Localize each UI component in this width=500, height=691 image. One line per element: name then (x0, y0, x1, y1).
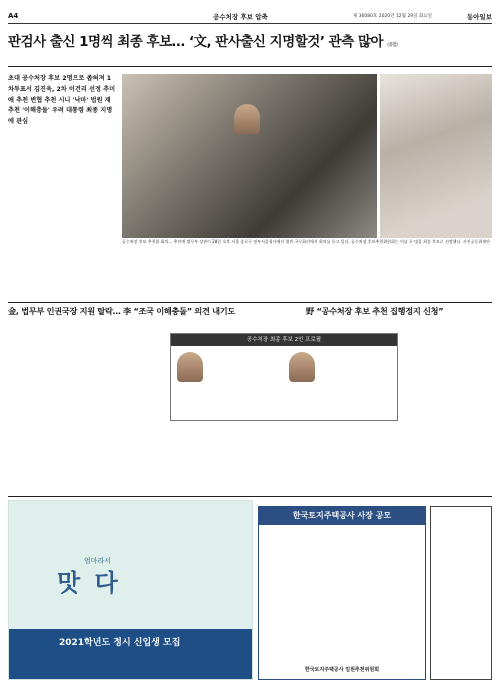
subhead-right: 野 “공수처장 후보 추천 집행정지 신청” (306, 306, 444, 316)
ad-footer (9, 629, 252, 679)
page-number: A4 (8, 12, 19, 20)
body-text-right (404, 333, 492, 491)
ad-main-text: 2021학년도 정시 신입생 모집 (59, 638, 181, 648)
candidate-photo-2 (289, 352, 315, 382)
ad-big-text: 맛 다 (57, 568, 121, 597)
ad-rule (8, 496, 492, 497)
ad-small-text: 엄마라서 (84, 557, 112, 565)
body-text-left (8, 333, 166, 491)
profile-box (170, 333, 398, 421)
body-text-mid1 (170, 425, 282, 491)
section-title: 공수처장 후보 압축 (213, 13, 268, 21)
photo-caption: 공수처장 후보 추천위 회의… 추미애 법무부 장관이 28일 오후 서울 종로구 정부서울청사에서 열린 국무회의에서 회의를 듣고 있다. 공수처장 후보추천위원회는 이날 두 명을 최종 후보로 선정했다. 사진공동취재단 (122, 239, 490, 244)
lh-ad-body (265, 531, 419, 651)
body-text-col2 (122, 260, 240, 300)
side-ad (430, 506, 492, 680)
profile-box-title: 공수처장 최종 후보 2인 프로필 (171, 334, 397, 346)
person-figure (234, 104, 260, 134)
news-photo-main (122, 74, 377, 238)
newspaper-name: 동아일보 (466, 13, 492, 21)
body-text-mid2 (286, 425, 398, 491)
university-ad (8, 500, 253, 680)
headline-rule (8, 66, 492, 67)
main-headline (8, 30, 492, 50)
body-text-col4 (370, 260, 492, 300)
body-text-col1 (8, 158, 116, 298)
page-header (8, 10, 492, 24)
lede-summary: 초대 공수처장 후보 2명으로 좁혀져 1차투표서 김진욱, 2차 이건리 선정 추미애 추천 변협 추천 시니 '낙마' 법원 재추천 '이해충돌' 우려 대통령 최종 지명에 관심 (8, 75, 116, 126)
lh-ad-footer: 한국토지주택공사 임원추천위원회 (304, 667, 380, 673)
section-rule (8, 302, 492, 303)
subhead-left: 金, 법무부 인권국장 지원 탈락… 李 “조국 이해충돌” 의견 내기도 (8, 306, 235, 316)
lh-ad-title: 한국토지주택공사 사장 공모 (259, 507, 425, 525)
body-text-col3 (246, 260, 364, 300)
headline-source: (종합) (387, 43, 398, 48)
issue-meta: 제 36080호 2020년 12월 29일 화요일 (352, 14, 432, 19)
news-photo-side (380, 74, 492, 238)
main-headline-text: 판검사 출신 1명씩 최종 후보… ‘文, 판사출신 지명할것’ 관측 많아 (8, 34, 384, 50)
candidate-photo-1 (177, 352, 203, 382)
lh-recruit-ad (258, 506, 426, 680)
